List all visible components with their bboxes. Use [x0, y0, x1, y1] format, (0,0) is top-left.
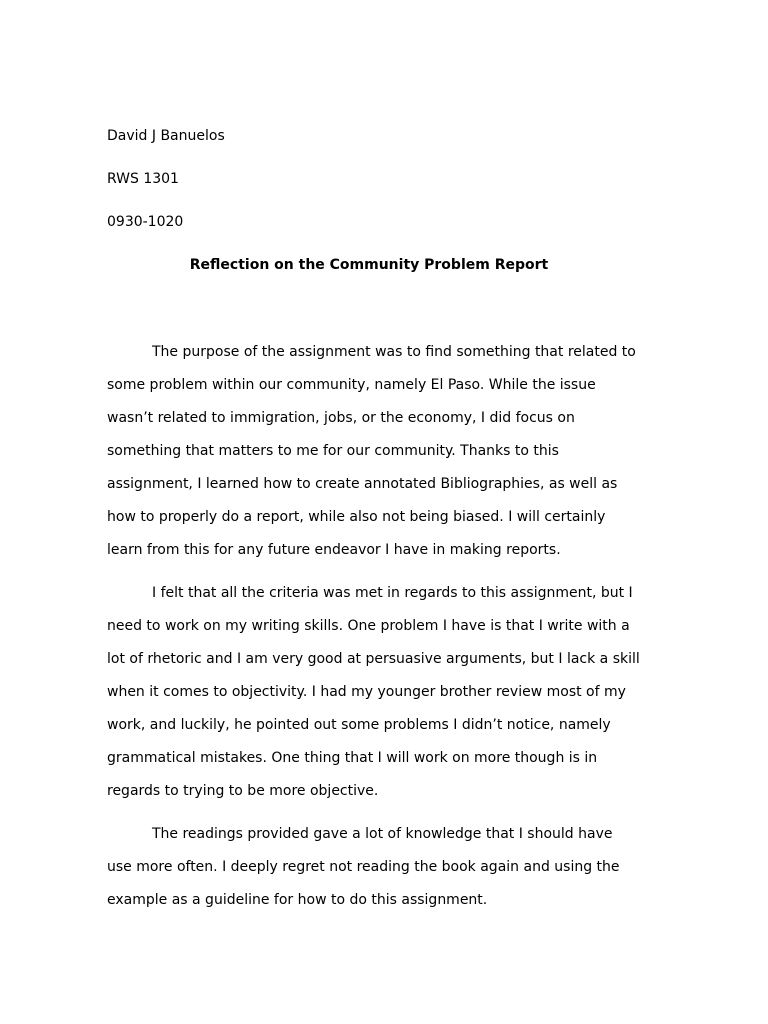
paragraph-line: example as a guideline for how to do this assignment. [107, 892, 488, 908]
class-time: 0930-1020 [107, 214, 184, 230]
paragraph-line: something that matters to me for our community. Thanks to this [107, 443, 559, 459]
course-code: RWS 1301 [107, 171, 179, 187]
paragraph-line: assignment, I learned how to create annotated Bibliographies, as well as [107, 476, 618, 492]
paragraph-line: wasn’t related to immigration, jobs, or the economy, I did focus on [107, 410, 575, 426]
paragraph-line: regards to trying to be more objective. [107, 783, 379, 799]
paragraph-line: how to properly do a report, while also not being biased. I will certainly [107, 509, 606, 525]
paragraph-line: grammatical mistakes. One thing that I will work on more though is in [107, 750, 598, 766]
paragraph-3 [107, 818, 655, 917]
document-title: Reflection on the Community Problem Report [189, 257, 549, 273]
paragraph-line: use more often. I deeply regret not reading the book again and using the [107, 859, 620, 875]
paragraph-line: lot of rhetoric and I am very good at persuasive arguments, but I lack a skill [107, 651, 640, 667]
document-body [107, 336, 655, 917]
author-name: David J Banuelos [107, 128, 225, 144]
paragraph-line: I felt that all the criteria was met in regards to this assignment, but I [152, 585, 633, 601]
paragraph-line: some problem within our community, namely El Paso. While the issue [107, 377, 596, 393]
paragraph-line: when it comes to objectivity. I had my younger brother review most of my [107, 684, 626, 700]
paragraph-1 [107, 336, 655, 567]
paragraph-line: need to work on my writing skills. One problem I have is that I write with a [107, 618, 630, 634]
paragraph-line: learn from this for any future endeavor I have in making reports. [107, 542, 561, 558]
paragraph-line: work, and luckily, he pointed out some problems I didn’t notice, namely [107, 717, 611, 733]
paragraph-line: The readings provided gave a lot of knowledge that I should have [152, 826, 613, 842]
paragraph-2 [107, 577, 655, 808]
paragraph-line: The purpose of the assignment was to find something that related to [152, 344, 636, 360]
